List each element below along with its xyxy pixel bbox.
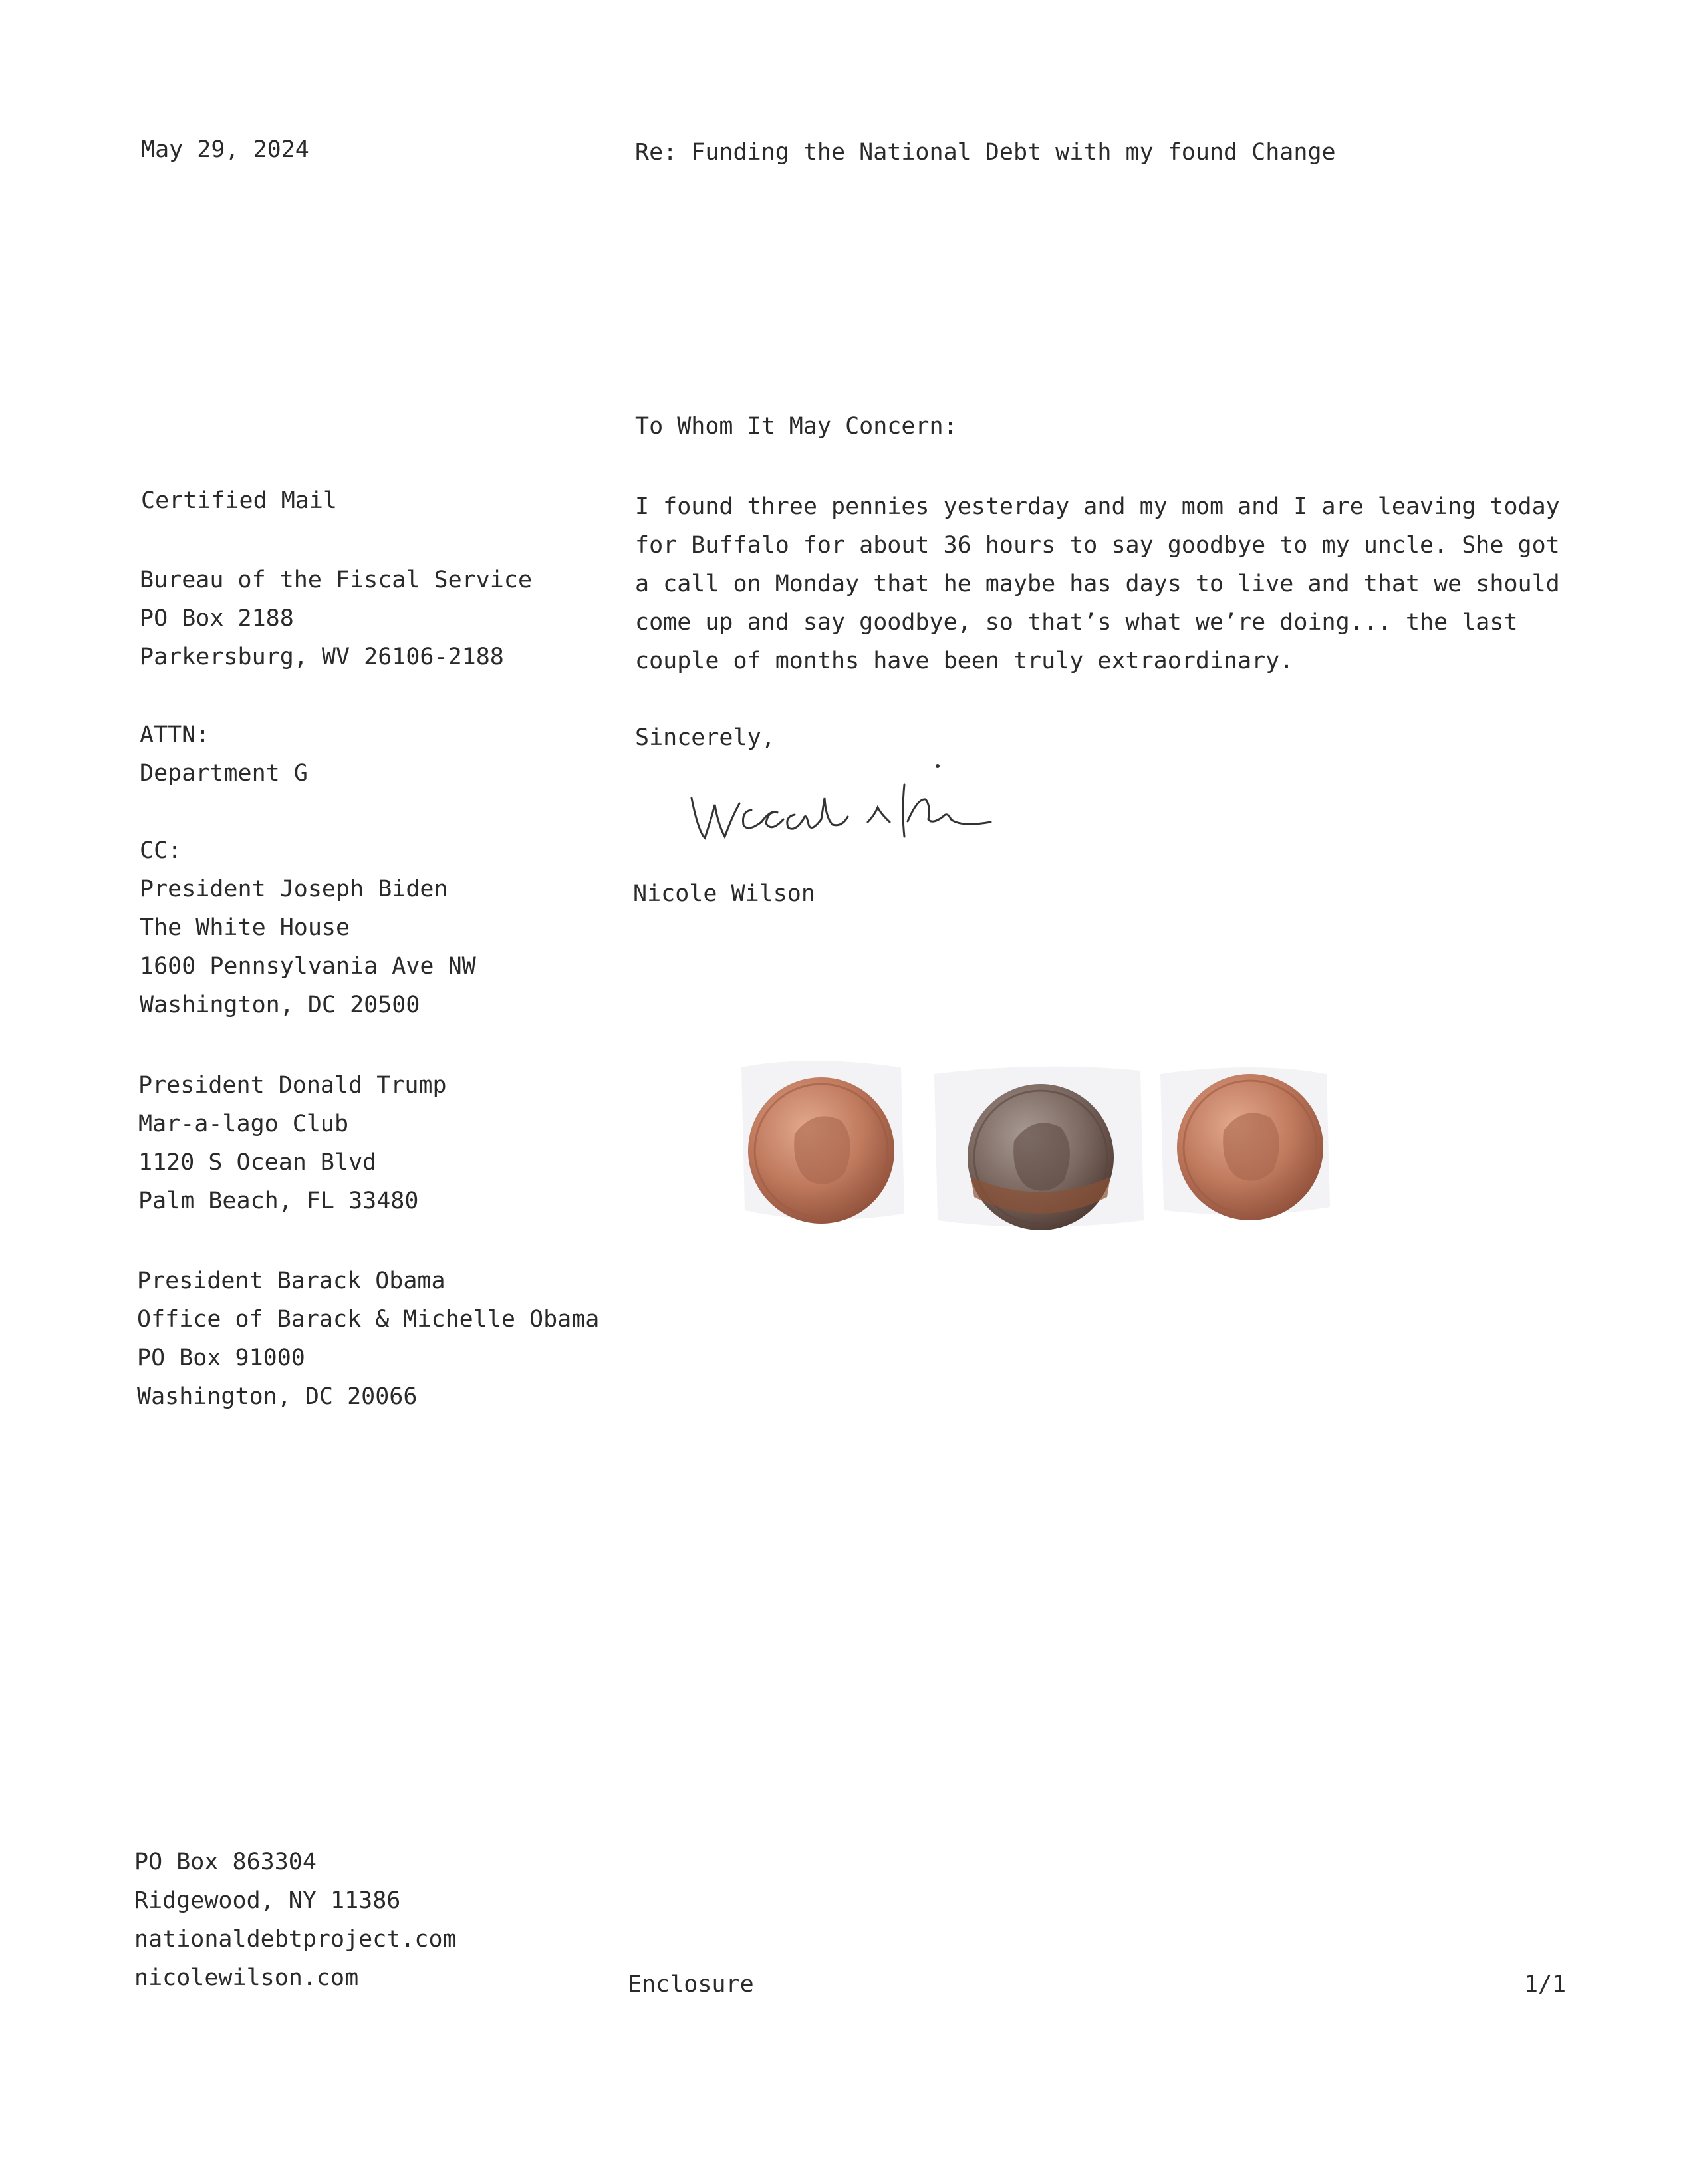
- cc-recipient-line: Office of Barack & Michelle Obama: [137, 1306, 600, 1333]
- cc-recipient-line: PO Box 91000: [137, 1345, 305, 1371]
- delivery-method: [141, 481, 337, 520]
- cc-recipient-name: President Donald Trump: [138, 1072, 447, 1099]
- letter-body: [635, 487, 1560, 680]
- body-line: a call on Monday that he maybe has days to live and that we should: [635, 571, 1560, 597]
- cc-recipient-line: 1120 S Ocean Blvd: [138, 1149, 377, 1176]
- subject-text: Re: Funding the National Debt with my found Change: [635, 139, 1336, 166]
- cc-recipient-line: Washington, DC 20500: [140, 992, 420, 1018]
- penny-coin-icon: [748, 1077, 894, 1224]
- sender-address-line: PO Box 863304: [134, 1849, 317, 1875]
- page-number: [1524, 1965, 1566, 2004]
- recipient-address: [140, 561, 532, 676]
- cc-label: CC:: [140, 837, 182, 864]
- attention-block: [140, 716, 308, 793]
- recipient-line: PO Box 2188: [140, 605, 294, 632]
- closing: [635, 718, 775, 757]
- cc-recipient-line: Palm Beach, FL 33480: [138, 1188, 419, 1214]
- body-line: for Buffalo for about 36 hours to say goodbye to my uncle. She got: [635, 532, 1560, 559]
- recipient-line: Bureau of the Fiscal Service: [140, 567, 533, 593]
- signer-name-text: Nicole Wilson: [633, 881, 815, 907]
- sender-website: nicolewilson.com: [134, 1965, 359, 1991]
- body-line: come up and say goodbye, so that’s what we’re doing... the last: [635, 609, 1518, 636]
- cc-block: [140, 831, 476, 1024]
- date-text: May 29, 2024: [141, 136, 309, 163]
- attn-label: ATTN:: [140, 722, 210, 748]
- cc-recipient-name: President Joseph Biden: [140, 876, 448, 902]
- sender-website: nationaldebtproject.com: [134, 1926, 457, 1953]
- signature-icon: [678, 758, 1051, 858]
- cc-recipient-line: 1600 Pennsylvania Ave NW: [140, 953, 476, 980]
- body-line: I found three pennies yesterday and my mom and I are leaving today: [635, 493, 1560, 520]
- body-line: couple of months have been truly extraordinary.: [635, 648, 1294, 674]
- enclosed-pennies: [728, 1034, 1350, 1254]
- penny-coin-icon: [1177, 1074, 1323, 1220]
- sender-address: [134, 1843, 457, 1997]
- cc-recipient-line: Mar-a-lago Club: [138, 1111, 349, 1137]
- attn-department: Department G: [140, 760, 308, 787]
- enclosure-note: [628, 1965, 754, 2004]
- salutation-text: To Whom It May Concern:: [635, 413, 958, 440]
- cc-recipient-line: Washington, DC 20066: [137, 1383, 418, 1410]
- cc-recipient-name: President Barack Obama: [137, 1268, 446, 1294]
- sender-address-line: Ridgewood, NY 11386: [134, 1887, 401, 1914]
- enclosure-text: Enclosure: [628, 1971, 754, 1998]
- letter-date: [141, 130, 309, 169]
- cc-recipient-trump: [138, 1066, 447, 1220]
- salutation: [635, 407, 958, 446]
- letter-subject: [635, 133, 1336, 172]
- cc-recipient-line: The White House: [140, 914, 350, 941]
- closing-text: Sincerely,: [635, 724, 775, 751]
- signer-name: [633, 875, 815, 913]
- cc-recipient-obama: [137, 1262, 599, 1416]
- recipient-line: Parkersburg, WV 26106-2188: [140, 644, 504, 670]
- delivery-method-text: Certified Mail: [141, 487, 338, 514]
- penny-coin-icon: [968, 1084, 1114, 1230]
- page-number-text: 1/1: [1524, 1971, 1567, 1998]
